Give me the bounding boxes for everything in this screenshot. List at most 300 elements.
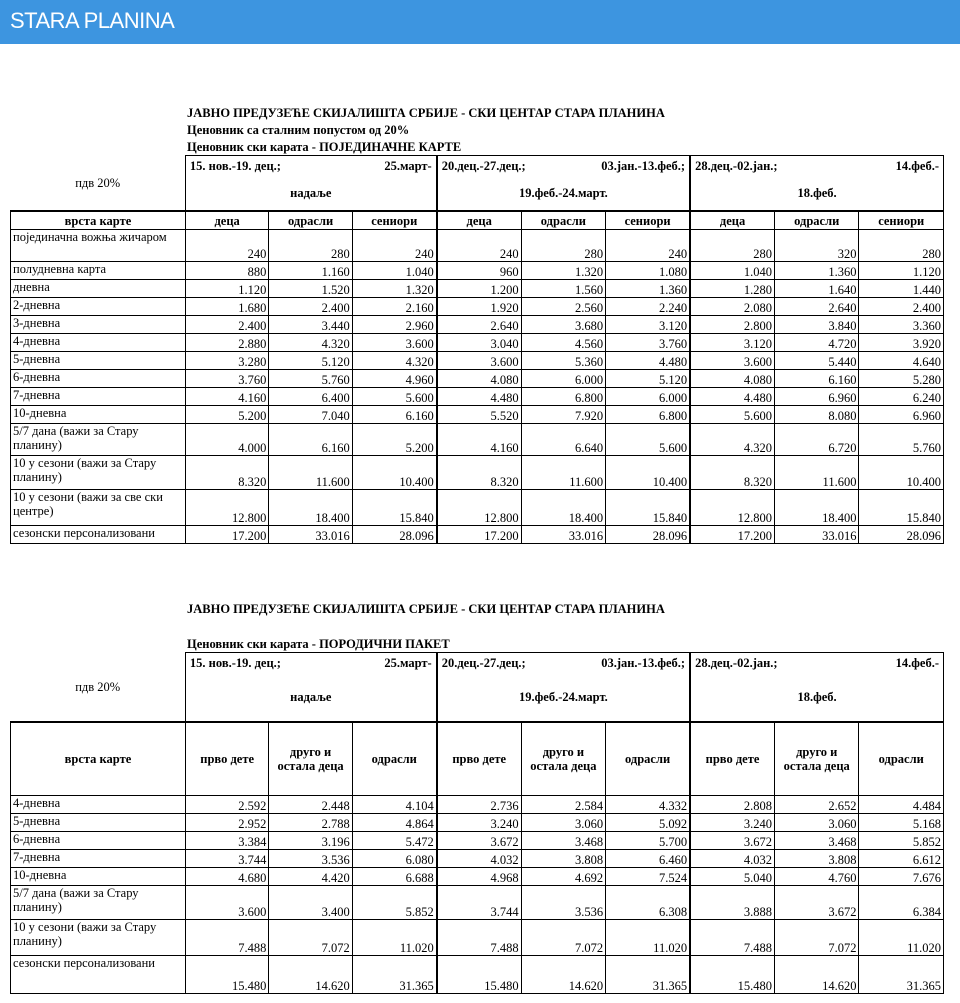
price-cell: 15.840 (606, 490, 690, 526)
price-cell: 10.400 (352, 456, 436, 490)
period-mid: 25.март- (384, 656, 432, 670)
period-end: 19.феб.-24.март. (519, 186, 608, 200)
price-cell: 12.800 (690, 490, 774, 526)
ticket-type-label: 4-дневна (11, 334, 186, 352)
table-row (11, 832, 944, 850)
table-row (11, 406, 944, 424)
family-package-table (10, 652, 944, 994)
price-cell: 2.640 (775, 298, 859, 316)
price-cell: 2.080 (690, 298, 774, 316)
table-row (11, 456, 944, 490)
price-cell: 3.760 (606, 334, 690, 352)
price-cell: 7.488 (690, 920, 774, 956)
price-cell: 3.060 (521, 814, 605, 832)
price-cell: 4.032 (690, 850, 774, 868)
table-row (11, 796, 944, 814)
column-header-children: деца (437, 211, 521, 230)
price-cell: 5.852 (352, 886, 436, 920)
price-cell: 3.600 (185, 886, 268, 920)
period-end: 18.феб. (797, 186, 837, 200)
table-row (11, 850, 944, 868)
price-cell: 5.600 (352, 388, 436, 406)
price-cell: 33.016 (269, 526, 352, 544)
price-cell: 3.600 (352, 334, 436, 352)
price-cell: 28.096 (859, 526, 944, 544)
price-cell: 2.560 (521, 298, 605, 316)
price-cell: 3.280 (185, 352, 268, 370)
column-header-row (11, 722, 944, 796)
price-cell: 4.480 (690, 388, 774, 406)
ticket-type-label: појединачна вожња жичаром (11, 230, 186, 262)
price-cell: 5.092 (606, 814, 690, 832)
section2-heading: ЈАВНО ПРЕДУЗЕЋЕ СКИЈАЛИШТА СРБИЈЕ - СКИ ЦЕНТАР СТАРА ПЛАНИНА (187, 602, 665, 616)
period-end: 18.феб. (797, 690, 837, 704)
table-row (11, 886, 944, 920)
price-cell: 3.888 (690, 886, 774, 920)
ticket-type-label: 5/7 дана (важи за Стару планину) (11, 886, 186, 920)
price-cell: 280 (859, 230, 944, 262)
price-cell: 6.160 (775, 370, 859, 388)
column-header-adults: одрасли (269, 211, 352, 230)
price-cell: 5.520 (437, 406, 521, 424)
table-row (11, 352, 944, 370)
price-cell: 960 (437, 262, 521, 280)
price-cell: 4.480 (437, 388, 521, 406)
price-cell: 4.080 (437, 370, 521, 388)
price-cell: 4.864 (352, 814, 436, 832)
price-cell: 31.365 (606, 956, 690, 994)
price-cell: 6.720 (775, 424, 859, 456)
column-header-adults: одрасли (606, 722, 690, 796)
period-label (438, 156, 689, 210)
price-cell: 2.736 (437, 796, 521, 814)
price-cell: 10.400 (606, 456, 690, 490)
price-cell: 28.096 (606, 526, 690, 544)
price-cell: 1.040 (690, 262, 774, 280)
ticket-type-label: 5-дневна (11, 814, 186, 832)
period-end: надаље (290, 690, 332, 704)
price-cell: 15.480 (437, 956, 521, 994)
column-header-children: деца (690, 211, 774, 230)
price-cell: 2.880 (185, 334, 268, 352)
column-header-type: врста карте (11, 211, 186, 230)
price-cell: 240 (185, 230, 268, 262)
price-cell: 11.600 (775, 456, 859, 490)
price-cell: 4.320 (269, 334, 352, 352)
price-cell: 3.384 (185, 832, 268, 850)
price-cell: 4.640 (859, 352, 944, 370)
price-cell: 3.360 (859, 316, 944, 334)
price-cell: 6.688 (352, 868, 436, 886)
price-cell: 1.320 (352, 280, 436, 298)
period-header-3 (690, 653, 943, 723)
price-cell: 1.120 (859, 262, 944, 280)
period-end: 19.феб.-24.март. (519, 690, 608, 704)
table-row (11, 920, 944, 956)
price-cell: 5.168 (859, 814, 944, 832)
price-cell: 1.200 (437, 280, 521, 298)
price-cell: 15.480 (690, 956, 774, 994)
price-cell: 8.320 (185, 456, 268, 490)
price-cell: 4.480 (606, 352, 690, 370)
price-cell: 5.360 (521, 352, 605, 370)
price-cell: 5.600 (606, 424, 690, 456)
price-cell: 3.672 (775, 886, 859, 920)
price-cell: 6.460 (606, 850, 690, 868)
price-cell: 5.600 (690, 406, 774, 424)
column-header-adults: одрасли (352, 722, 436, 796)
price-cell: 280 (269, 230, 352, 262)
period-mid: 14.феб.- (895, 656, 939, 670)
price-cell: 3.468 (521, 832, 605, 850)
price-cell: 18.400 (521, 490, 605, 526)
price-cell: 2.640 (437, 316, 521, 334)
period-label (186, 156, 436, 210)
price-cell: 4.680 (185, 868, 268, 886)
ticket-type-label: 5-дневна (11, 352, 186, 370)
price-cell: 6.612 (859, 850, 944, 868)
price-cell: 6.160 (269, 424, 352, 456)
price-cell: 4.320 (690, 424, 774, 456)
price-cell: 2.400 (269, 298, 352, 316)
column-header-row (11, 211, 944, 230)
price-cell: 5.440 (775, 352, 859, 370)
price-cell: 3.744 (437, 886, 521, 920)
period-header-3 (690, 156, 943, 212)
price-cell: 7.072 (269, 920, 352, 956)
price-cell: 2.652 (775, 796, 859, 814)
period-mid: 03.јан.-13.феб.; (601, 159, 686, 173)
price-cell: 1.280 (690, 280, 774, 298)
ticket-type-label: 3-дневна (11, 316, 186, 334)
price-cell: 5.280 (859, 370, 944, 388)
price-cell: 1.560 (521, 280, 605, 298)
price-cell: 4.080 (690, 370, 774, 388)
price-cell: 3.760 (185, 370, 268, 388)
table-row (11, 424, 944, 456)
price-cell: 4.720 (775, 334, 859, 352)
column-header-adults: одрасли (775, 211, 859, 230)
price-cell: 6.400 (269, 388, 352, 406)
column-header-children: деца (185, 211, 268, 230)
period-label (186, 653, 436, 721)
price-cell: 3.040 (437, 334, 521, 352)
period-start: 15. нов.-19. дец.; (189, 656, 281, 670)
table-row (11, 280, 944, 298)
price-cell: 6.960 (775, 388, 859, 406)
price-cell: 17.200 (437, 526, 521, 544)
individual-tickets-table (10, 155, 944, 544)
price-cell: 280 (521, 230, 605, 262)
price-cell: 6.240 (859, 388, 944, 406)
price-cell: 6.308 (606, 886, 690, 920)
period-start: 28.дец.-02.јан.; (695, 159, 778, 173)
price-cell: 6.800 (521, 388, 605, 406)
period-header-1 (185, 653, 436, 723)
price-cell: 2.788 (269, 814, 352, 832)
price-cell: 3.440 (269, 316, 352, 334)
table-row (11, 956, 944, 994)
price-cell: 2.400 (859, 298, 944, 316)
table-row (11, 526, 944, 544)
price-cell: 5.760 (269, 370, 352, 388)
price-cell: 6.000 (606, 388, 690, 406)
price-cell: 3.060 (775, 814, 859, 832)
price-cell: 7.072 (775, 920, 859, 956)
ticket-type-label: сезонски персонализовани (11, 956, 186, 994)
column-header-seniors: сениори (352, 211, 436, 230)
price-cell: 8.080 (775, 406, 859, 424)
ticket-type-label: 6-дневна (11, 370, 186, 388)
price-cell: 5.852 (859, 832, 944, 850)
column-header-first-child: прво дете (437, 722, 521, 796)
table-row (11, 814, 944, 832)
ticket-type-label: дневна (11, 280, 186, 298)
table-row (11, 388, 944, 406)
ticket-type-label: 10 у сезони (важи за Стару планину) (11, 456, 186, 490)
column-header-type: врста карте (11, 722, 186, 796)
ticket-type-label: 10 у сезони (важи за Стару планину) (11, 920, 186, 956)
price-cell: 1.160 (269, 262, 352, 280)
price-cell: 240 (606, 230, 690, 262)
price-cell: 2.960 (352, 316, 436, 334)
price-cell: 7.920 (521, 406, 605, 424)
price-cell: 1.080 (606, 262, 690, 280)
price-cell: 3.196 (269, 832, 352, 850)
section1-subheading-type: Ценовник ски карата - ПОЈЕДИНАЧНЕ КАРТЕ (187, 140, 462, 154)
site-title[interactable]: STARA PLANINA (10, 8, 175, 33)
price-cell: 3.120 (690, 334, 774, 352)
price-cell: 6.160 (352, 406, 436, 424)
price-cell: 4.160 (185, 388, 268, 406)
price-cell: 12.800 (185, 490, 268, 526)
price-cell: 3.808 (521, 850, 605, 868)
price-cell: 6.960 (859, 406, 944, 424)
ticket-type-label: 6-дневна (11, 832, 186, 850)
price-cell: 31.365 (859, 956, 944, 994)
price-cell: 7.488 (437, 920, 521, 956)
price-cell: 240 (352, 230, 436, 262)
price-cell: 4.692 (521, 868, 605, 886)
period-start: 20.дец.-27.дец.; (441, 159, 526, 173)
period-header-2 (437, 653, 690, 723)
table-row (11, 334, 944, 352)
price-cell: 11.020 (859, 920, 944, 956)
price-cell: 7.040 (269, 406, 352, 424)
price-cell: 14.620 (269, 956, 352, 994)
table-row (11, 370, 944, 388)
price-cell: 3.120 (606, 316, 690, 334)
price-cell: 3.680 (521, 316, 605, 334)
price-cell: 2.448 (269, 796, 352, 814)
price-cell: 2.240 (606, 298, 690, 316)
price-cell: 4.968 (437, 868, 521, 886)
price-cell: 1.360 (606, 280, 690, 298)
column-header-other-children: друго и остала деца (269, 722, 352, 796)
period-mid: 03.јан.-13.феб.; (601, 656, 686, 670)
price-cell: 4.760 (775, 868, 859, 886)
price-cell: 3.920 (859, 334, 944, 352)
price-cell: 14.620 (521, 956, 605, 994)
price-cell: 5.200 (352, 424, 436, 456)
period-label (691, 653, 943, 721)
price-cell: 7.488 (185, 920, 268, 956)
price-cell: 7.072 (521, 920, 605, 956)
ticket-type-label: 10-дневна (11, 406, 186, 424)
price-cell: 5.472 (352, 832, 436, 850)
price-cell: 3.468 (775, 832, 859, 850)
ticket-type-label: полудневна карта (11, 262, 186, 280)
ticket-type-label: 7-дневна (11, 388, 186, 406)
price-cell: 5.040 (690, 868, 774, 886)
table-row (11, 316, 944, 334)
price-cell: 5.120 (606, 370, 690, 388)
price-cell: 4.960 (352, 370, 436, 388)
period-mid: 14.феб.- (895, 159, 939, 173)
site-header (0, 0, 960, 44)
column-header-adults: одрасли (859, 722, 944, 796)
price-cell: 4.320 (352, 352, 436, 370)
price-cell: 3.536 (521, 886, 605, 920)
column-header-first-child: прво дете (185, 722, 268, 796)
price-cell: 2.160 (352, 298, 436, 316)
price-cell: 1.680 (185, 298, 268, 316)
period-start: 20.дец.-27.дец.; (441, 656, 526, 670)
price-cell: 4.560 (521, 334, 605, 352)
price-cell: 8.320 (690, 456, 774, 490)
price-cell: 5.700 (606, 832, 690, 850)
price-cell: 3.600 (437, 352, 521, 370)
ticket-type-label: 2-дневна (11, 298, 186, 316)
table-row (11, 298, 944, 316)
price-cell: 3.600 (690, 352, 774, 370)
period-row (11, 653, 944, 723)
price-cell: 14.620 (775, 956, 859, 994)
price-cell: 6.640 (521, 424, 605, 456)
price-cell: 240 (437, 230, 521, 262)
price-cell: 1.640 (775, 280, 859, 298)
price-cell: 17.200 (185, 526, 268, 544)
price-cell: 8.320 (437, 456, 521, 490)
price-cell: 33.016 (521, 526, 605, 544)
price-cell: 1.040 (352, 262, 436, 280)
price-cell: 3.400 (269, 886, 352, 920)
price-cell: 11.600 (269, 456, 352, 490)
price-cell: 1.320 (521, 262, 605, 280)
price-cell: 1.120 (185, 280, 268, 298)
price-cell: 4.332 (606, 796, 690, 814)
price-cell: 5.200 (185, 406, 268, 424)
price-cell: 2.584 (521, 796, 605, 814)
column-header-first-child: прво дете (690, 722, 774, 796)
price-cell: 6.800 (606, 406, 690, 424)
price-cell: 6.000 (521, 370, 605, 388)
price-cell: 11.600 (521, 456, 605, 490)
price-cell: 28.096 (352, 526, 436, 544)
price-cell: 320 (775, 230, 859, 262)
price-cell: 880 (185, 262, 268, 280)
ticket-type-label: 4-дневна (11, 796, 186, 814)
price-cell: 4.484 (859, 796, 944, 814)
price-cell: 4.104 (352, 796, 436, 814)
column-header-seniors: сениори (859, 211, 944, 230)
section1-heading: ЈАВНО ПРЕДУЗЕЋЕ СКИЈАЛИШТА СРБИЈЕ - СКИ ЦЕНТАР СТАРА ПЛАНИНА (187, 106, 665, 120)
column-header-other-children: друго и остала деца (521, 722, 605, 796)
price-cell: 1.920 (437, 298, 521, 316)
price-cell: 2.400 (185, 316, 268, 334)
price-cell: 18.400 (269, 490, 352, 526)
price-cell: 3.672 (437, 832, 521, 850)
vat-note: пдв 20% (75, 175, 121, 190)
price-cell: 4.420 (269, 868, 352, 886)
column-header-seniors: сениори (606, 211, 690, 230)
ticket-type-label: сезонски персонализовани (11, 526, 186, 544)
table-row (11, 868, 944, 886)
period-header-1 (185, 156, 436, 212)
price-cell: 3.536 (269, 850, 352, 868)
period-label (438, 653, 689, 721)
period-label (691, 156, 943, 210)
price-cell: 10.400 (859, 456, 944, 490)
table-row (11, 230, 944, 262)
section1-subheading-discount: Ценовник са сталним попустом од 20% (187, 123, 410, 137)
section2-subheading: Ценовник ски карата - ПОРОДИЧНИ ПАКЕТ (187, 637, 450, 651)
price-cell: 31.365 (352, 956, 436, 994)
period-mid: 25.март- (384, 159, 432, 173)
period-start: 28.дец.-02.јан.; (695, 656, 778, 670)
period-header-2 (437, 156, 690, 212)
ticket-type-label: 5/7 дана (важи за Стару планину) (11, 424, 186, 456)
table-row (11, 262, 944, 280)
price-cell: 6.384 (859, 886, 944, 920)
price-cell: 4.000 (185, 424, 268, 456)
price-cell: 4.032 (437, 850, 521, 868)
column-header-other-children: друго и остала деца (775, 722, 859, 796)
price-cell: 2.952 (185, 814, 268, 832)
price-cell: 2.800 (690, 316, 774, 334)
ticket-type-label: 10-дневна (11, 868, 186, 886)
column-header-adults: одрасли (521, 211, 605, 230)
price-cell: 33.016 (775, 526, 859, 544)
price-cell: 5.760 (859, 424, 944, 456)
price-cell: 2.592 (185, 796, 268, 814)
price-cell: 7.524 (606, 868, 690, 886)
price-cell: 280 (690, 230, 774, 262)
price-cell: 18.400 (775, 490, 859, 526)
price-cell: 7.676 (859, 868, 944, 886)
price-cell: 12.800 (437, 490, 521, 526)
price-cell: 2.808 (690, 796, 774, 814)
vat-note: пдв 20% (75, 679, 121, 694)
period-end: надаље (290, 186, 332, 200)
price-cell: 3.840 (775, 316, 859, 334)
table-row (11, 490, 944, 526)
price-cell: 17.200 (690, 526, 774, 544)
price-cell: 1.520 (269, 280, 352, 298)
price-cell: 6.080 (352, 850, 436, 868)
price-cell: 3.240 (437, 814, 521, 832)
price-cell: 4.160 (437, 424, 521, 456)
price-cell: 1.360 (775, 262, 859, 280)
price-cell: 3.240 (690, 814, 774, 832)
price-cell: 3.672 (690, 832, 774, 850)
price-cell: 1.440 (859, 280, 944, 298)
period-start: 15. нов.-19. дец.; (189, 159, 281, 173)
price-cell: 11.020 (352, 920, 436, 956)
price-cell: 5.120 (269, 352, 352, 370)
price-cell: 15.480 (185, 956, 268, 994)
price-cell: 3.808 (775, 850, 859, 868)
